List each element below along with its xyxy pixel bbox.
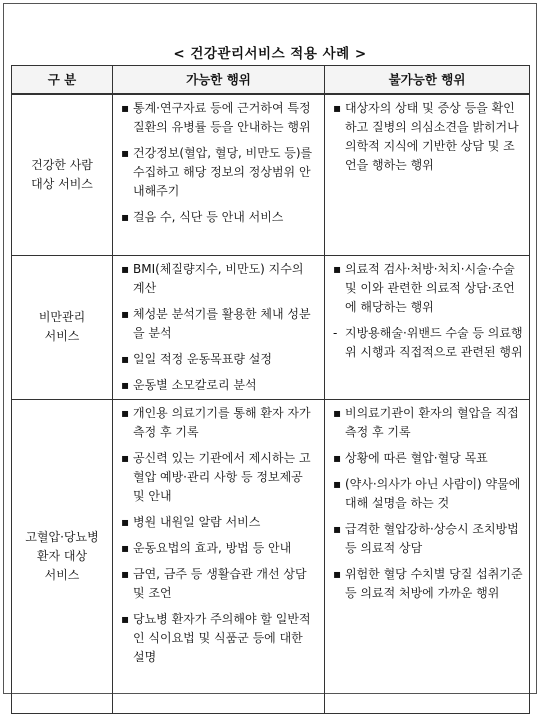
category-label: 서비스 — [44, 567, 80, 582]
item-text: 의료적 검사·처방·처치·시술·수술 및 이와 관련한 의료적 상담·조언에 해당하는 행위 — [345, 261, 515, 314]
impossible-item — [331, 324, 523, 362]
item-text: 걸음 수, 식단 등 안내 서비스 — [133, 210, 284, 224]
item-text: 운동요법의 효과, 방법 등 안내 — [133, 540, 292, 555]
impossible-item — [331, 475, 523, 513]
impossible-cell — [325, 94, 530, 255]
impossible-item — [331, 520, 523, 558]
possible-item — [119, 350, 318, 369]
possible-item — [119, 208, 318, 227]
bullet-icon: ▪ — [121, 566, 130, 581]
table-title: < 건강관리서비스 적용 사례 > — [173, 46, 367, 62]
possible-item — [119, 99, 318, 137]
bullet-icon: ▪ — [333, 261, 342, 276]
category-label: 대상 서비스 — [31, 176, 93, 191]
header-impossible: 불가능한 행위 — [325, 66, 530, 95]
impossible-cell — [325, 255, 530, 399]
item-text: BMI(체질량지수, 비만도) 지수의 계산 — [133, 261, 304, 295]
bullet-icon: ▪ — [121, 611, 130, 626]
possible-item — [119, 539, 318, 558]
bullet-icon: ▪ — [121, 210, 130, 224]
item-text: 상황에 따른 혈압·혈당 목표 — [345, 450, 488, 465]
impossible-item — [331, 404, 523, 442]
category-cell — [12, 94, 113, 255]
item-text: 급격한 혈압강하·상승시 조치방법 등 의료적 상담 — [345, 521, 519, 555]
possible-cell — [113, 94, 325, 255]
category-label: 고혈압·당뇨병 — [25, 529, 99, 544]
item-text: 건강정보(혈압, 혈당, 비만도 등)를 수집하고 해당 정보의 정상범위 안내해주기 — [133, 146, 313, 198]
item-text: 체성분 분석기를 활용한 체내 성분을 분석 — [133, 306, 311, 340]
category-label: 서비스 — [44, 329, 80, 343]
bullet-icon: ▪ — [121, 146, 130, 160]
header-possible: 가능한 행위 — [113, 66, 325, 95]
impossible-item — [331, 449, 523, 468]
bullet-icon: ▪ — [333, 101, 342, 115]
bullet-icon: ▪ — [333, 566, 342, 581]
possible-cell — [113, 255, 325, 399]
possible-item — [119, 565, 318, 603]
item-text: 대상자의 상태 및 증상 등을 확인하고 질병의 의심소견을 밝히거나 의학적 지식에 기반한 상담 및 조언을 행하는 행위 — [345, 101, 519, 172]
item-text: 일일 적정 운동목표량 설정 — [133, 351, 272, 366]
item-text: 당뇨병 환자가 주의해야 할 일반적인 식이요법 및 식품군 등에 대한 설명 — [133, 611, 311, 664]
bullet-icon: ▪ — [121, 351, 130, 366]
item-text: 개인용 의료기기를 통해 환자 자가측정 후 기록 — [133, 405, 311, 439]
item-text: 금연, 금주 등 생활습관 개선 상담 및 조언 — [133, 566, 307, 600]
possible-item — [119, 305, 318, 343]
item-text: 위험한 혈당 수치별 당질 섭취기준 등 의료적 처방에 가까운 행위 — [345, 566, 523, 600]
possible-item — [119, 404, 318, 442]
impossible-item — [331, 260, 523, 317]
bullet-icon: ▪ — [333, 450, 342, 465]
category-cell — [12, 255, 113, 399]
document-frame — [3, 3, 537, 694]
possible-item — [119, 144, 318, 201]
bullet-icon: ▪ — [121, 405, 130, 420]
item-text: 통계·연구자료 등에 근거하여 특정 질환의 유병률 등을 안내하는 행위 — [133, 101, 311, 134]
item-text: 지방용해술·위밴드 수술 등 의료행위 시행과 직접적으로 관련된 행위 — [345, 325, 523, 359]
possible-cell — [113, 399, 325, 713]
item-text: 병원 내원일 알람 서비스 — [133, 514, 261, 529]
possible-item — [119, 376, 318, 395]
possible-item — [119, 513, 318, 532]
impossible-cell — [325, 399, 530, 713]
table-row — [12, 255, 530, 399]
item-text: 운동별 소모칼로리 분석 — [133, 377, 257, 392]
bullet-icon: ▪ — [121, 101, 130, 115]
bullet-icon: - — [333, 325, 338, 340]
bullet-icon: ▪ — [121, 514, 130, 529]
table-row — [12, 399, 530, 713]
bullet-icon: ▪ — [333, 521, 342, 536]
category-cell — [12, 399, 113, 713]
category-label: 건강한 사람 — [31, 157, 93, 172]
header-category: 구 분 — [12, 66, 113, 95]
impossible-item — [331, 99, 523, 175]
bullet-icon: ▪ — [121, 377, 130, 392]
possible-item — [119, 610, 318, 667]
table-row — [12, 94, 530, 255]
item-text: 공신력 있는 기관에서 제시하는 고혈압 예방·관리 사항 등 정보제공 및 안내 — [133, 450, 311, 503]
bullet-icon: ▪ — [121, 450, 130, 465]
item-text: (약사·의사가 아닌 사람이) 약물에 대해 설명을 하는 것 — [345, 476, 521, 510]
impossible-item — [331, 565, 523, 603]
category-label: 환자 대상 — [36, 548, 88, 563]
category-label: 비만관리 — [38, 310, 86, 324]
bullet-icon: ▪ — [333, 405, 342, 420]
service-table — [11, 65, 530, 714]
possible-item — [119, 260, 318, 298]
bullet-icon: ▪ — [121, 261, 130, 276]
bullet-icon: ▪ — [333, 476, 342, 491]
header-row — [12, 66, 530, 95]
bullet-icon: ▪ — [121, 540, 130, 555]
possible-item — [119, 449, 318, 506]
item-text: 비의료기관이 환자의 혈압을 직접 측정 후 기록 — [345, 405, 519, 439]
bullet-icon: ▪ — [121, 306, 130, 321]
